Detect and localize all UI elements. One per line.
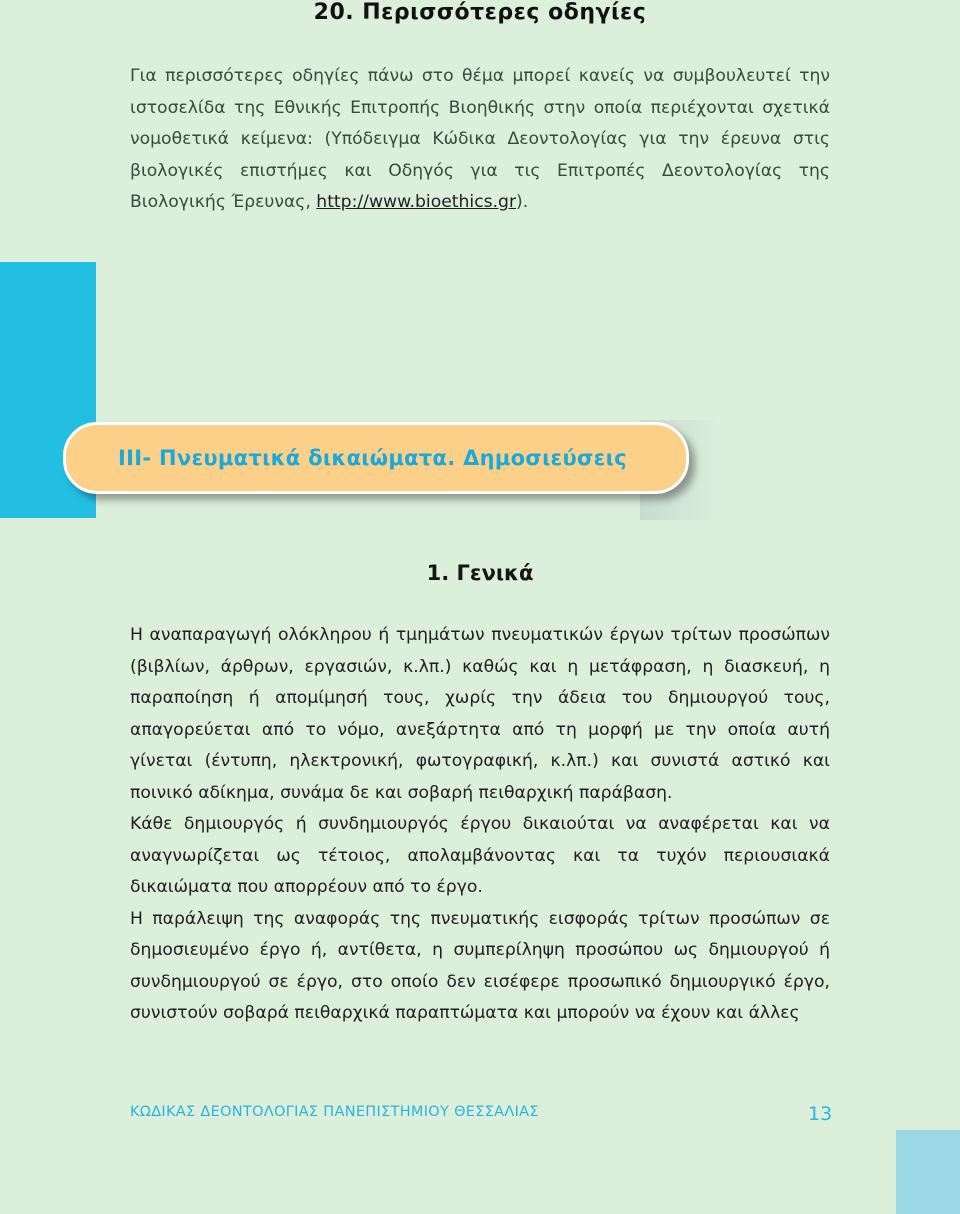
- intro-text-end: ).: [516, 192, 529, 212]
- chapter-banner: [63, 422, 689, 494]
- intro-text: Για περισσότερες οδηγίες πάνω στο θέμα μπορεί κανείς να συμβουλευτεί την ιστοσελίδα της Εθνικής Επιτροπής Βιοηθικής στην οποία περιέχονται σχετικά νομοθετικά κείμενα: (Υπόδειγμα Κώδικα Δεοντολογίας για την έρευνα στις βιολογικές επιστήμες και Οδηγός για τις Επιτροπές Δεοντολογίας της Βιολογικής Έρευνας,: [130, 66, 830, 212]
- section-title: 1. Γενικά: [426, 561, 534, 585]
- section-body: [130, 620, 830, 1030]
- body-paragraph: Κάθε δημιουργός ή συνδημιουργός έργου δικαιούται να αναφέρεται και να αναγνωρίζεται ως τέτοιος, απολαμβάνοντας και τα τυχόν περιουσιακά δικαιώματα που απορρέουν από το έργο.: [130, 814, 830, 897]
- page-number: 13: [808, 1103, 833, 1125]
- body-paragraph: Η αναπαραγωγή ολόκληρου ή τμημάτων πνευματικών έργων τρίτων προσώπων (βιβλίων, άρθρων, εργασιών, κ.λπ.) καθώς και η μετάφραση, η διασκευή, η παραποίηση ή απομίμησή τους, χωρίς την άδεια του δημιουργού τους, απαγορεύεται από το νόμο, ανεξάρτητα από τη μορφή με την οποία αυτή γίνεται (έντυπη, ηλεκτρονική, φωτογραφική, κ.λπ.) και συνιστά αστικό και ποινικό αδίκημα, συνάμα δε και σοβαρή πειθαρχική παράβαση.: [130, 625, 830, 803]
- intro-paragraph: [130, 61, 830, 219]
- page-heading: 20. Περισσότερες οδηγίες: [313, 0, 647, 25]
- decorative-corner-block: [896, 1130, 960, 1214]
- footer-title: ΚΩΔΙΚΑΣ ΔΕΟΝΤΟΛΟΓΙΑΣ ΠΑΝΕΠΙΣΤΗΜΙΟΥ ΘΕΣΣΑΛΙΑΣ: [130, 1104, 539, 1120]
- bioethics-link[interactable]: http://www.bioethics.gr: [316, 192, 517, 212]
- body-paragraph: Η παράλειψη της αναφοράς της πνευματικής εισφοράς τρίτων προσώπων σε δημοσιευμένο έργο ή, αντίθετα, η συμπερίληψη προσώπου ως δημιουργού ή συνδημιουργού σε έργο, στο οποίο δεν εισέφερε προσωπικό δημιουργικό έργο, συνιστούν σοβαρά πειθαρχικά παραπτώματα και μπορούν να έχουν και άλλες: [130, 908, 830, 1023]
- chapter-title: ΙΙΙ- Πνευματικά δικαιώματα. Δημοσιεύσεις: [118, 446, 627, 470]
